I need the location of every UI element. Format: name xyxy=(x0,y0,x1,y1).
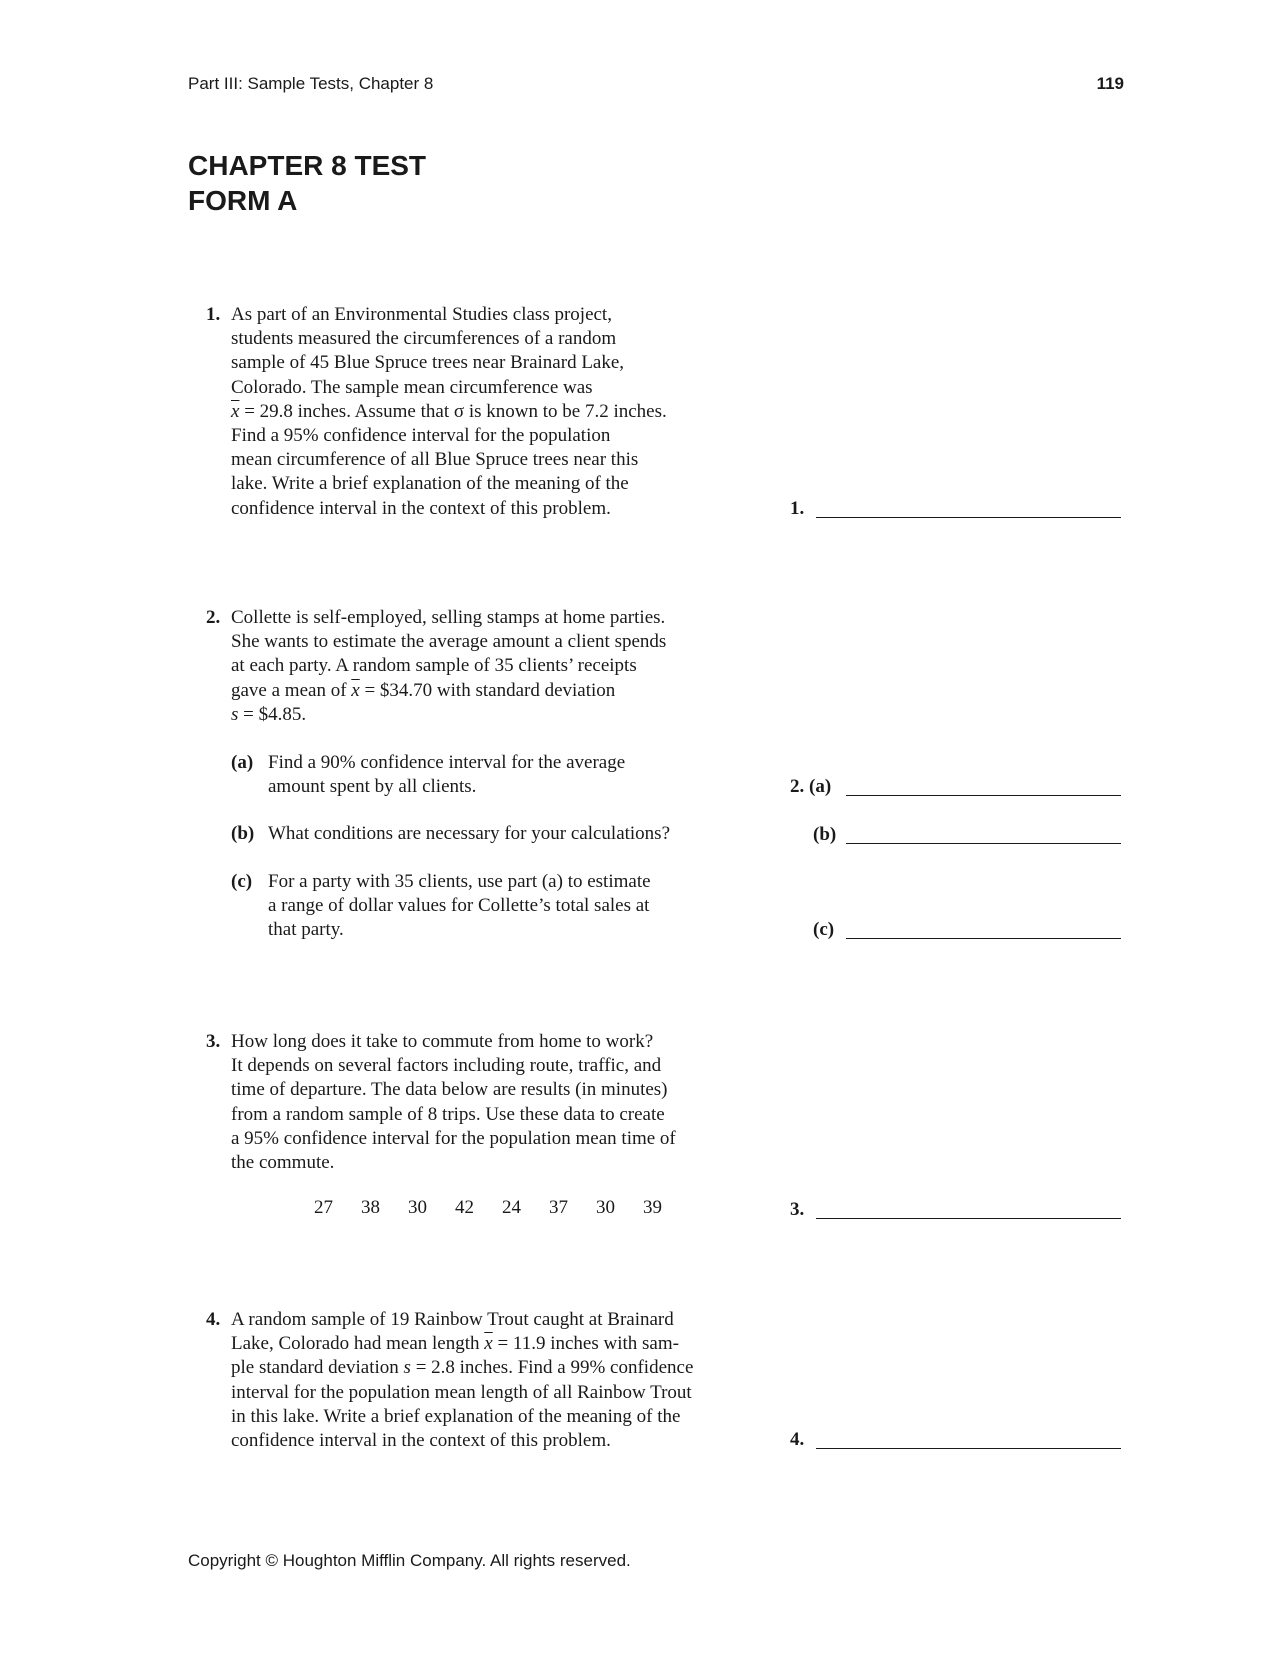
answer-4-label: 4. xyxy=(790,1429,805,1450)
question-2b-label: (b) xyxy=(231,823,255,844)
data-value: 30 xyxy=(408,1197,427,1218)
question-2c-label: (c) xyxy=(231,871,253,892)
question-3-number: 3. xyxy=(206,1031,221,1052)
answer-2c-label: (c) xyxy=(813,919,835,940)
x-bar-symbol: $\overline{x}$ xyxy=(351,679,360,701)
answer-2b-label: (b) xyxy=(813,824,837,845)
data-value: 30 xyxy=(596,1197,615,1218)
question-4-number: 4. xyxy=(206,1309,221,1330)
data-value: 38 xyxy=(361,1197,380,1218)
copyright-footer: Copyright © Houghton Mifflin Company. All rights reserved. xyxy=(188,1551,631,1570)
page-number: 119 xyxy=(1096,74,1124,93)
question-1-text: As part of an Environmental Studies class project, students measured the circumferences of a random sample of 45 Blue Spruce trees near Brainard Lake, Colorado. The sample mean circumference was $\overline{x} = 29.8$ inches. Assume that σ is known to be 7.2 inches. Find a 95% confidence interval for the population mean circumference of all Blue Spruce trees near this lake. Write a brief explanation of the meaning of the confidence interval in the context of this problem. xyxy=(231,304,667,519)
question-4-text: A random sample of 19 Rainbow Trout caught at Brainard Lake, Colorado had mean length $\overline{x} = 11.9$ inches with sam- ple standard deviation s = 2.8 inches. Find a 99% confidence interval for the population mean length of all Rainbow Trout in this lake. Write a brief explanation of the meaning of the confidence interval in the context of this problem. xyxy=(231,1309,694,1452)
title-line-1: CHAPTER 8 TEST xyxy=(188,150,427,181)
answer-1-label: 1. xyxy=(790,498,805,519)
data-value: 42 xyxy=(455,1197,474,1218)
answer-1-blank[interactable] xyxy=(816,517,1121,518)
question-2a-label: (a) xyxy=(231,752,254,773)
x-bar-symbol: $\overline{x}$ xyxy=(484,1333,493,1355)
question-2c-text: For a party with 35 clients, use part (a) to estimate a range of dollar values for Collette’s total sales at that party. xyxy=(268,871,651,941)
title-line-2: FORM A xyxy=(188,185,298,216)
question-2-number: 2. xyxy=(206,607,221,628)
answer-2b-blank[interactable] xyxy=(846,843,1121,844)
question-3-data xyxy=(314,1197,690,1219)
question-1-number: 1. xyxy=(206,304,221,325)
answer-2a-label: 2. (a) xyxy=(790,776,832,797)
data-value: 27 xyxy=(314,1197,333,1218)
answer-2c-blank[interactable] xyxy=(846,938,1121,939)
x-bar-symbol: $\overline{x}$ xyxy=(231,400,240,422)
running-header: Part III: Sample Tests, Chapter 8 xyxy=(188,74,434,93)
question-3-text: How long does it take to commute from home to work? It depends on several factors including route, traffic, and time of departure. The data below are results (in minutes) from a random sample of 8 trips. Use these data to create a 95% confidence interval for the population mean time of the commute. xyxy=(231,1031,676,1174)
data-value: 37 xyxy=(549,1197,568,1218)
question-2b-text: What conditions are necessary for your calculations? xyxy=(268,823,671,844)
answer-3-label: 3. xyxy=(790,1199,805,1220)
answer-4-blank[interactable] xyxy=(816,1448,1121,1449)
question-2-text: Collette is self-employed, selling stamps at home parties. She wants to estimate the average amount a client spends at each party. A random sample of 35 clients’ receipts gave a mean of $\overline{x}$ = $34.70 with standard deviation s = $4.85. xyxy=(231,607,667,725)
question-2a-text: Find a 90% confidence interval for the average amount spent by all clients. xyxy=(268,752,626,798)
data-value: 39 xyxy=(643,1197,662,1218)
page-title xyxy=(188,148,426,218)
answer-2a-blank[interactable] xyxy=(846,795,1121,796)
data-value: 24 xyxy=(502,1197,521,1218)
answer-3-blank[interactable] xyxy=(816,1218,1121,1219)
